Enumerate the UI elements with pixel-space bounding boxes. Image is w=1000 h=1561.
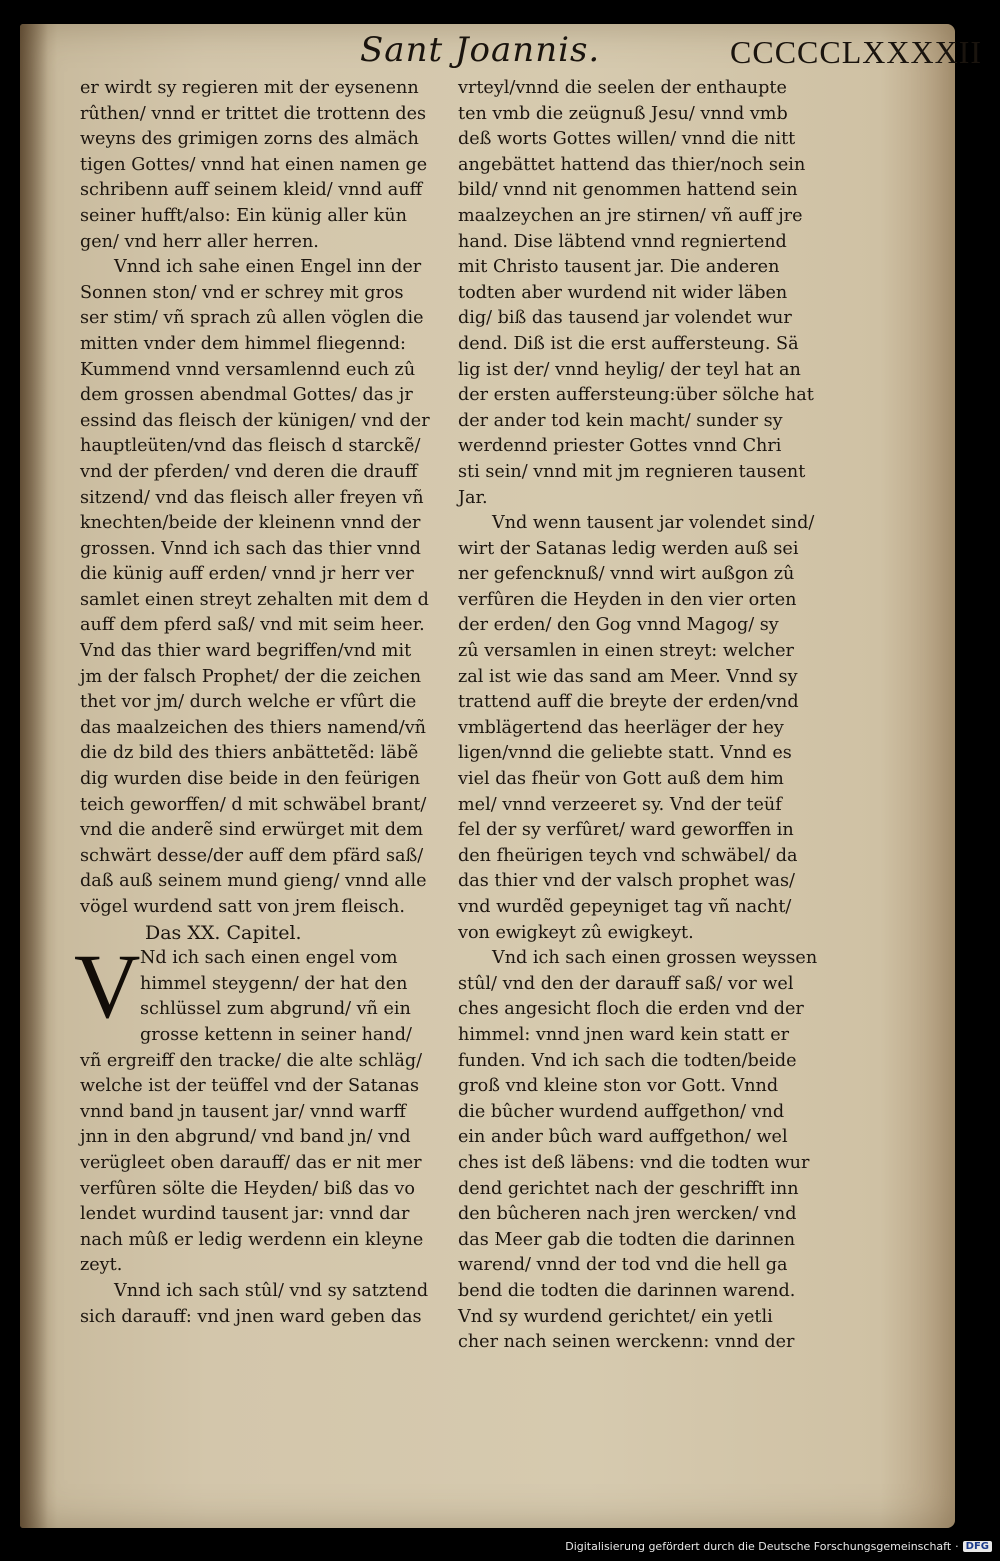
text-line: dig/ biß das tausend jar volendet wur — [458, 308, 792, 329]
folio-number: CCCCCLXXXXII — [730, 34, 983, 70]
text-line: wirt der Satanas ledig werden auß sei — [458, 538, 799, 559]
text-line: weyns des grimigen zorns des almäch — [80, 129, 419, 150]
right-text-block-3 — [458, 972, 858, 1356]
text-line: samlet einen streyt zehalten mit dem d — [80, 589, 429, 610]
text-line: den bûcheren nach jren wercken/ vnd — [458, 1204, 797, 1225]
text-line: zeyt. — [80, 1255, 123, 1276]
paragraph-start: Vnd wenn tausent jar volendet sind/ — [492, 513, 815, 534]
dfg-logo: DFG — [963, 1541, 992, 1552]
text-line: deß worts Gottes willen/ vnnd die nitt — [458, 129, 796, 150]
text-line: dend gerichtet nach der geschrifft inn — [458, 1178, 799, 1199]
text-line: das thier vnd der valsch prophet was/ — [458, 871, 795, 892]
text-line: werdennd priester Gottes vnnd Chri — [458, 436, 782, 457]
text-line: thet vor jm/ durch welche er vfûrt die — [80, 692, 417, 713]
right-text-block-2 — [458, 537, 858, 947]
text-line: jm der falsch Prophet/ der die zeichen — [80, 666, 422, 687]
text-line: der erden/ den Gog vnnd Magog/ sy — [458, 615, 779, 636]
text-line: tigen Gottes/ vnnd hat einen namen ge — [80, 154, 428, 175]
text-line: stûl/ vnd den der darauff saß/ vor wel — [458, 973, 794, 994]
text-line: ches ist deß läbens: vnd die todten wur — [458, 1152, 810, 1173]
text-line: sich darauff: vnd jnen ward geben das — [80, 1306, 422, 1327]
text-line: schribenn auff seinem kleid/ vnnd auff — [80, 180, 423, 201]
text-line: die bûcher wurdend auffgethon/ vnd — [458, 1101, 785, 1122]
text-line: Vnd sy wurdend gerichtet/ ein yetli — [458, 1306, 773, 1327]
text-line: Kummend vnnd versamlennd euch zû — [80, 359, 416, 380]
text-line: die dz bild des thiers anbättetẽd: läbẽ — [80, 743, 419, 764]
text-line: ein ander bûch ward auffgethon/ wel — [458, 1127, 788, 1148]
text-line: ches angesicht floch die erden vnd der — [458, 999, 804, 1020]
text-line: von ewigkeyt zû ewigkeyt. — [458, 922, 694, 943]
text-line: schlüssel zum abgrund/ vñ ein — [140, 999, 411, 1020]
text-line: fel der sy verfûret/ ward geworffen in — [458, 820, 794, 841]
text-line: jnn in den abgrund/ vnd band jn/ vnd — [80, 1127, 411, 1148]
text-line: lendet wurdind tausent jar: vnnd dar — [80, 1204, 410, 1225]
text-line: funden. Vnd ich sach die todten/beide — [458, 1050, 797, 1071]
text-line: ten vmb die zeügnuß Jesu/ vnnd vmb — [458, 103, 788, 124]
left-text-block-1 — [80, 76, 450, 255]
text-line: den fheürigen teych vnd schwäbel/ da — [458, 845, 798, 866]
text-line: groß vnd kleine ston vor Gott. Vnnd — [458, 1076, 779, 1097]
text-line: maalzeychen an jre stirnen/ vñ auff jre — [458, 205, 803, 226]
text-line: verfûren sölte die Heyden/ biß das vo — [80, 1178, 415, 1199]
text-line: verfûren die Heyden in den vier orten — [458, 589, 797, 610]
left-text-block-4 — [80, 1305, 450, 1331]
text-line: vnd wurdẽd gepeyniget tag vñ nacht/ — [458, 897, 792, 917]
text-line: vrteyl/vnnd die seelen der enthaupte — [458, 78, 787, 98]
text-line: himmel: vnnd jnen ward kein statt er — [458, 1024, 790, 1045]
text-line: warend/ vnnd der tod vnd die hell ga — [458, 1255, 788, 1276]
text-line: daß auß seinem mund gieng/ vnnd alle — [80, 871, 427, 892]
text-line: der ander tod kein macht/ sunder sy — [458, 410, 783, 431]
text-line: vñ ergreiff den tracke/ die alte schläg/ — [80, 1050, 423, 1071]
text-line: vmblägertend das heerläger der hey — [458, 717, 784, 738]
text-line: Sonnen ston/ vnd er schrey mit gros — [80, 282, 404, 303]
text-line: welche ist der teüffel vnd der Satanas — [80, 1076, 419, 1097]
text-line: vnd der pferden/ vnd deren die drauff — [80, 461, 418, 482]
text-line: sti sein/ vnnd mit jm regnieren tausent — [458, 461, 806, 482]
text-line: nach mûß er ledig werdenn ein kleyne — [80, 1229, 424, 1250]
text-line: dend. Diß ist die erst auffersteung. Sä — [458, 333, 799, 354]
text-line: vnnd band jn tausent jar/ vnnd warff — [80, 1101, 406, 1122]
text-line: grossen. Vnnd ich sach das thier vnnd — [80, 538, 421, 559]
text-line: schwärt desse/der auff dem pfärd saß/ — [80, 845, 424, 866]
drop-cap: V — [74, 935, 141, 1038]
text-line: mel/ vnnd verzeeret sy. Vnd der teüf — [458, 794, 782, 815]
right-text-block-1 — [458, 76, 858, 511]
text-line: hand. Dise läbtend vnnd regniertend — [458, 231, 787, 252]
text-line: grosse kettenn in seiner hand/ — [140, 1024, 412, 1045]
paragraph-start: Vnnd ich sach stûl/ vnd sy satztend — [114, 1280, 429, 1301]
left-text-block-3 — [80, 1049, 450, 1279]
text-line: auff dem pferd saß/ vnd mit seim heer. — [80, 615, 425, 636]
book-page — [20, 24, 983, 1528]
text-line: ligen/vnnd die geliebte statt. Vnnd es — [458, 743, 792, 764]
text-line: verügleet oben darauff/ das er nit mer — [80, 1152, 422, 1173]
text-line: bild/ vnnd nit genommen hattend sein — [458, 180, 798, 201]
text-line: vnd die anderẽ sind erwürget mit dem — [80, 820, 424, 841]
text-line: die künig auff erden/ vnnd jr herr ver — [80, 564, 414, 585]
text-line: trattend auff die breyte der erden/vnd — [458, 692, 799, 713]
text-line: Vnd das thier ward begriffen/vnd mit — [80, 641, 412, 662]
text-line: essind das fleisch der künigen/ vnd der — [80, 410, 430, 431]
text-line: Nd ich sach einen engel vom — [140, 948, 398, 969]
text-line: vögel wurdend satt von jrem fleisch. — [80, 897, 405, 917]
text-line: viel das fheür von Gott auß dem him — [458, 769, 784, 790]
text-line: todten aber wurdend nit wider läben — [458, 282, 788, 303]
left-text-block-2 — [80, 281, 450, 921]
running-head-title: Sant Joannis. — [360, 30, 601, 70]
text-line: sitzend/ vnd das fleisch aller freyen vñ — [80, 487, 424, 508]
text-line: hauptleüten/vnd das fleisch d starckẽ/ — [80, 436, 421, 457]
paragraph-start: Vnd ich sach einen grossen weyssen — [492, 948, 818, 969]
text-line: dem grossen abendmal Gottes/ das jr — [80, 385, 413, 406]
text-line: bend die todten die darinnen warend. — [458, 1280, 796, 1301]
text-line: himmel steygenn/ der hat den — [140, 973, 408, 994]
right-column — [458, 76, 858, 1356]
text-line: das Meer gab die todten die darinnen — [458, 1229, 796, 1250]
text-line: teich geworffen/ d mit schwäbel brant/ — [80, 794, 427, 815]
text-line: ner gefencknuß/ vnnd wirt außgon zû — [458, 564, 795, 585]
text-line: mitten vnder dem himmel fliegennd: — [80, 333, 406, 354]
chapter-opening — [74, 935, 450, 1048]
text-line: knechten/beide der kleinenn vnnd der — [80, 513, 421, 534]
chapter-heading: Das XX. Capitel. — [145, 921, 302, 944]
text-line: zû versamlen in einen streyt: welcher — [458, 641, 794, 662]
text-line: er wirdt sy regieren mit der eysenenn — [80, 78, 419, 98]
text-line: dig wurden dise beide in den feürigen — [80, 769, 421, 790]
text-line: cher nach seinen werckenn: vnnd der — [458, 1332, 795, 1353]
credit-text: Digitalisierung gefördert durch die Deutsche Forschungsgemeinschaft — [565, 1540, 952, 1553]
text-line: ser stim/ vñ sprach zû allen vöglen die — [80, 308, 424, 329]
separator: · — [955, 1540, 959, 1553]
text-line: gen/ vnd herr aller herren. — [80, 231, 319, 252]
digitization-credit — [565, 1540, 992, 1553]
text-line: zal ist wie das sand am Meer. Vnnd sy — [458, 666, 798, 687]
text-line: der ersten auffersteung:über sölche hat — [458, 385, 814, 406]
text-line: mit Christo tausent jar. Die anderen — [458, 257, 780, 278]
text-line: seiner hufft/also: Ein künig aller kün — [80, 205, 407, 226]
paragraph-start: Vnnd ich sahe einen Engel inn der — [114, 257, 422, 278]
text-line: Jar. — [458, 487, 488, 508]
left-column — [74, 76, 450, 1330]
text-line: rûthen/ vnnd er trittet die trottenn des — [80, 103, 427, 124]
text-line: das maalzeichen des thiers namend/vñ — [80, 717, 426, 738]
text-line: lig ist der/ vnnd heylig/ der teyl hat an — [458, 359, 801, 380]
text-line: angebättet hattend das thier/noch sein — [458, 154, 806, 175]
